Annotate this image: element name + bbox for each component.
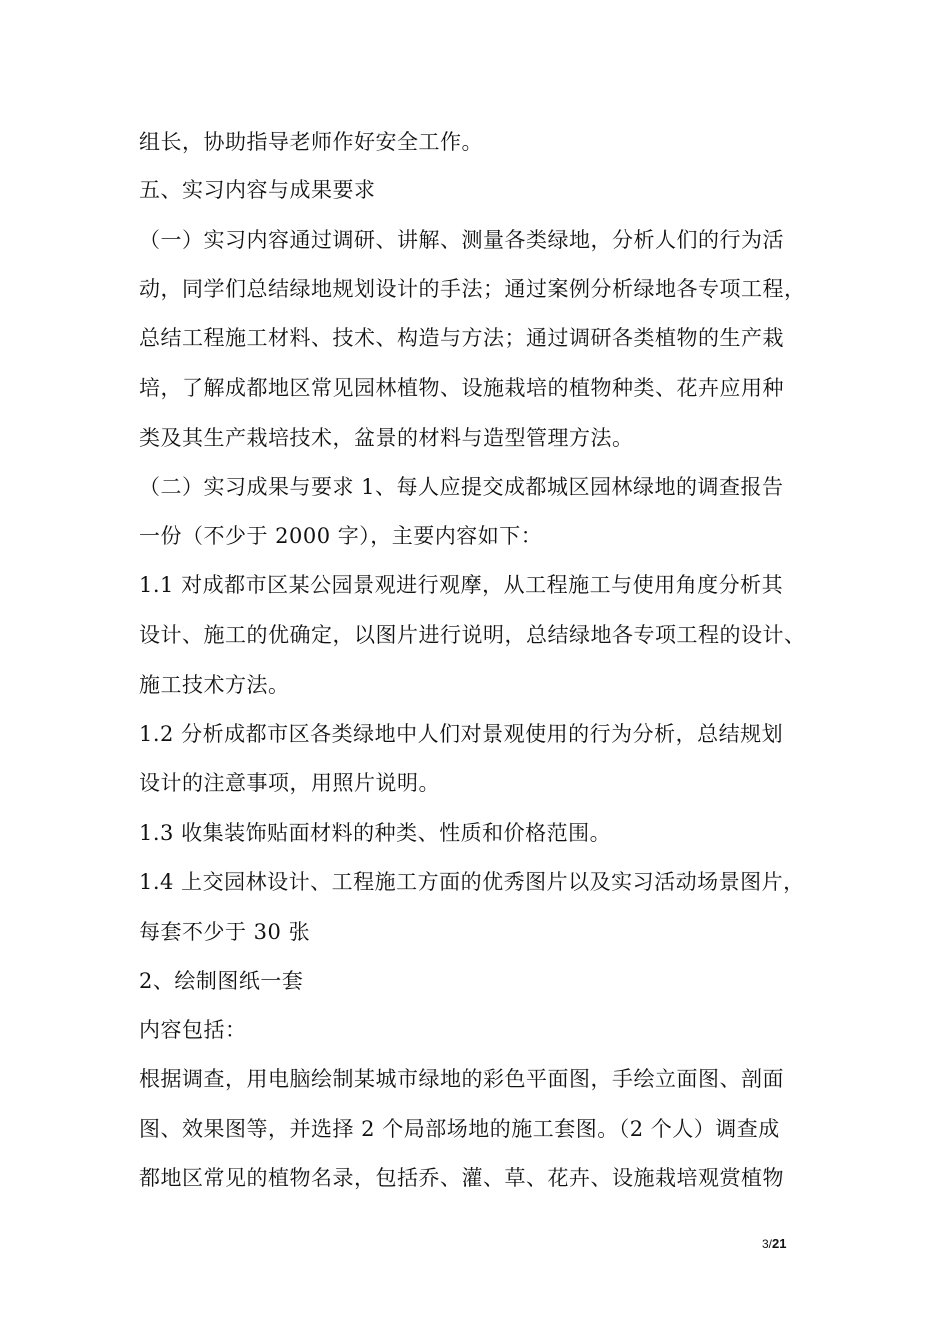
- text-line: 每套不少于 30 张: [139, 920, 311, 944]
- text-line: 图、效果图等，并选择 2 个局部场地的施工套图。（2 个人）调查成: [139, 1117, 780, 1141]
- page-number: [762, 1236, 786, 1251]
- text-line: 总结工程施工材料、技术、构造与方法；通过调研各类植物的生产栽: [139, 326, 784, 350]
- text-line: 根据调查，用电脑绘制某城市绿地的彩色平面图，手绘立面图、剖面: [139, 1067, 784, 1091]
- page-current: 3/: [762, 1237, 773, 1251]
- text-line: 施工技术方法。: [139, 673, 290, 697]
- text-line: 1.1 对成都市区某公园景观进行观摩，从工程施工与使用角度分析其: [139, 573, 784, 597]
- text-line: 设计、施工的优确定，以图片进行说明，总结绿地各专项工程的设计、: [139, 623, 806, 647]
- page-total: 21: [772, 1236, 787, 1251]
- text-line: 1.4 上交园林设计、工程施工方面的优秀图片以及实习活动场景图片，: [139, 870, 805, 894]
- text-line: 都地区常见的植物名录，包括乔、灌、草、花卉、设施栽培观赏植物: [139, 1166, 784, 1190]
- text-line: 1.3 收集装饰贴面材料的种类、性质和价格范围。: [139, 821, 612, 845]
- text-line: 内容包括：: [139, 1018, 247, 1042]
- text-line: 组长，协助指导老师作好安全工作。: [139, 130, 483, 154]
- text-line: 2、绘制图纸一套: [139, 969, 304, 993]
- text-line: 培，了解成都地区常见园林植物、设施栽培的植物种类、花卉应用种: [139, 376, 784, 400]
- text-line: 类及其生产栽培技术，盆景的材料与造型管理方法。: [139, 426, 634, 450]
- text-line: （二）实习成果与要求 1、每人应提交成都城区园林绿地的调查报告: [139, 475, 784, 499]
- text-line: （一）实习内容通过调研、讲解、测量各类绿地，分析人们的行为活: [139, 228, 784, 252]
- text-line: 1.2 分析成都市区各类绿地中人们对景观使用的行为分析，总结规划: [139, 722, 784, 746]
- text-line: 动，同学们总结绿地规划设计的手法；通过案例分析绿地各专项工程，: [139, 277, 806, 301]
- section-heading: 五、实习内容与成果要求: [139, 178, 376, 202]
- text-line: 一份（不少于 2000 字），主要内容如下：: [139, 524, 543, 548]
- text-line: 设计的注意事项，用照片说明。: [139, 771, 440, 795]
